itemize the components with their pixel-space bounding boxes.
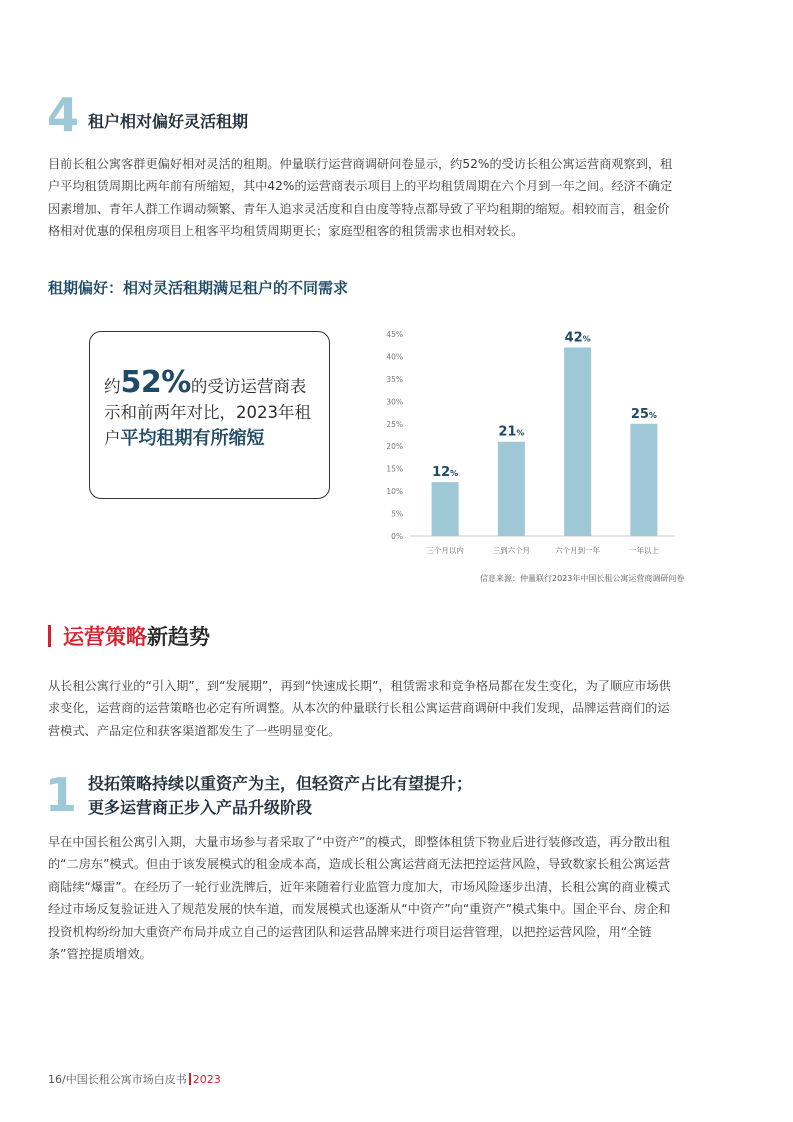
y-tick-label: 5% (391, 509, 403, 519)
strategy-paragraph (48, 675, 748, 742)
paragraph-line: 早在中国长租公寓引入期，大量市场参与者采取了“中资产”的模式，即整体租赁下物业后进行装修改造，再分散出租 (48, 835, 671, 849)
callout-line-3 (104, 426, 324, 452)
callout-highlight: 平均租期有所缩短 (120, 428, 265, 449)
chart-source: 信息来源：仲量联行2023年中国长租公寓运营商调研问卷 (480, 574, 685, 583)
data-label: 21% (498, 424, 525, 440)
x-tick-label: 三个月以内 (426, 546, 464, 555)
page-footer (48, 1071, 221, 1087)
strategy-title-red: 运营策略 (63, 625, 147, 649)
footer-separator (189, 1073, 191, 1085)
section-4-title: 租户相对偏好灵活租期 (88, 112, 249, 131)
footer-year: 2023 (192, 1073, 221, 1086)
y-tick-label: 40% (386, 352, 403, 362)
paragraph-line: 的“二房东”模式。但由于该发展模式的租金成本高，造成长租公寓运营商无法把控运营风险，导致数家长租公寓运营 (48, 857, 671, 872)
bar (630, 424, 657, 536)
callout-text (104, 365, 324, 452)
paragraph-line: 经过市场反复验证进入了规范发展的快车道，而发展模式也逐渐从“中资产”向“重资产”模式集中。国企平台、房企和 (48, 902, 671, 917)
y-tick-label: 45% (386, 330, 403, 339)
x-tick-label: 一年以上 (628, 546, 659, 555)
paragraph-line: 格相对优惠的保租房项目上租客平均租赁周期更长；家庭型租客的租赁需求也相对较长。 (48, 224, 524, 239)
callout-prefix: 约 (104, 377, 121, 396)
data-label: 25% (630, 406, 657, 422)
paragraph-line: 目前长租公寓客群更偏好相对灵活的租期。仲量联行运营商调研问卷显示，约52%的受访长租公寓运营商观察到，租 (48, 157, 673, 171)
section-number-4: 4 (47, 88, 80, 142)
strategy-title-dark: 新趋势 (147, 625, 210, 649)
section-accent-bar (48, 625, 51, 647)
y-tick-label: 15% (386, 464, 403, 474)
paragraph-line: 从长租公寓行业的“引入期”，到“发展期”，再到“快速成长期”，租赁需求和竞争格局都在发生变化，为了顺应市场供 (48, 679, 671, 693)
paragraph-line: 投资机构纷纷加大重资产布局并成立自己的运营团队和运营品牌来进行项目运营管理，以把控运营风险，用“全链 (48, 924, 652, 939)
y-tick-label: 25% (386, 419, 403, 429)
paragraph-line: 求变化，运营商的运营策略也必定有所调整。从本次的仲量联行长租公寓运营商调研中我们发现，品牌运营商们的运 (48, 701, 670, 716)
paragraph-line: 户平均租赁周期比两年前有所缩短，其中42%的运营商表示项目上的平均租赁周期在六个月到一年之间。经济不确定 (48, 179, 673, 194)
bar (498, 442, 525, 536)
bar (432, 482, 459, 536)
callout-line1-rest: 的受访运营商表 (190, 377, 307, 396)
section-4-paragraph (48, 153, 748, 243)
y-tick-label: 10% (386, 487, 403, 497)
strategy-title (63, 621, 210, 651)
paragraph-line: 条”管控提质增效。 (48, 947, 152, 962)
section-number-1: 1 (45, 768, 78, 822)
section-1-title-line-1: 投拓策略持续以重资产为主，但轻资产占比有望提升； (88, 774, 473, 793)
section-1-paragraph (48, 831, 748, 965)
footer-title: /中国长租公寓市场白皮书 (62, 1073, 187, 1086)
callout-line3-prefix: 户 (104, 429, 121, 448)
y-tick-label: 30% (386, 397, 403, 407)
x-tick-label: 六个月到一年 (555, 546, 601, 555)
y-tick-label: 35% (386, 374, 403, 384)
paragraph-line: 营模式、产品定位和获客渠道都发生了一些明显变化。 (48, 723, 341, 738)
paragraph-line: 商陆续“爆雷”。在经历了一轮行业洗牌后，近年来随着行业监管力度加大，市场风险逐步出清，长租公寓的商业模式 (48, 879, 671, 894)
paragraph-line: 因素增加、青年人群工作调动频繁、青年人追求灵活度和自由度等特点都导致了平均租期的缩短。相较而言，租金价 (48, 201, 670, 216)
callout-percentage: 52% (120, 365, 191, 400)
callout-box (89, 331, 330, 499)
section-1-title (88, 772, 472, 820)
page-number: 16 (48, 1073, 62, 1086)
callout-line-2: 示和前两年对比，2023年租 (104, 403, 311, 422)
bar-chart (360, 320, 690, 560)
bar (564, 347, 591, 536)
data-label: 12% (432, 465, 459, 481)
x-tick-label: 三到六个月 (492, 546, 531, 555)
data-label: 42% (564, 330, 591, 346)
callout-line-1 (104, 365, 324, 400)
y-tick-label: 20% (386, 442, 403, 452)
section-1-title-line-2: 更多运营商正步入产品升级阶段 (88, 798, 313, 817)
y-tick-label: 0% (391, 532, 403, 541)
chart-heading: 租期偏好：相对灵活租期满足租户的不同需求 (48, 279, 349, 297)
